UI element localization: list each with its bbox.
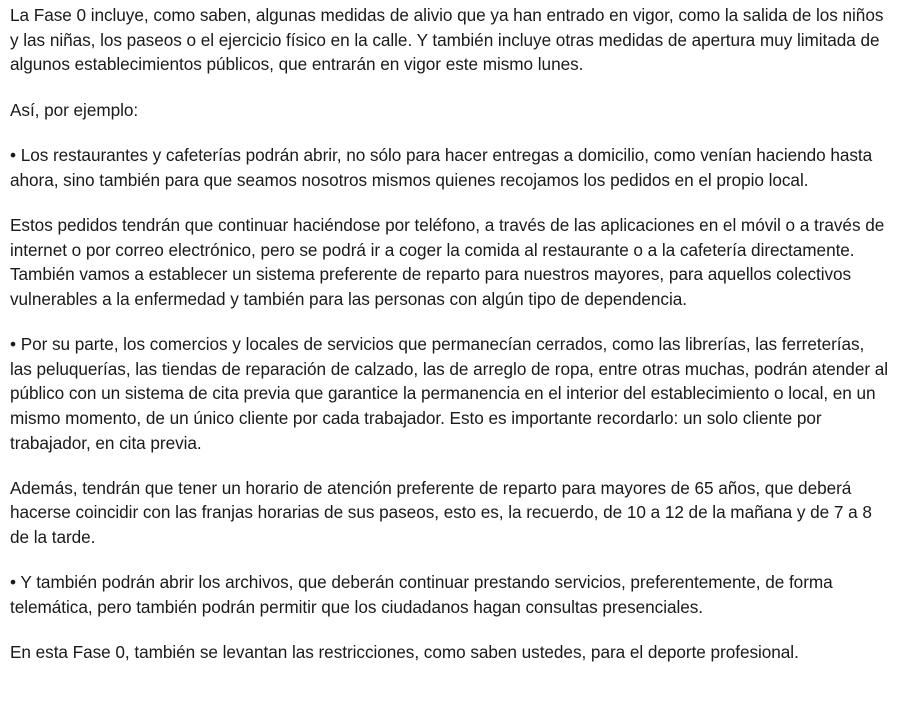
paragraph-deporte-profesional: En esta Fase 0, también se levantan las restricciones, como saben ustedes, para el deporte profesional. xyxy=(10,642,799,663)
bullet-archivos: • Y también podrán abrir los archivos, que deberán continuar prestando servicios, preferentemente, de forma telemática, pero también podrán permitir que los ciudadanos hagan consultas presenciales. xyxy=(10,572,833,618)
paragraph-por-ejemplo: Así, por ejemplo: xyxy=(10,99,139,120)
bullet-restaurantes: • Los restaurantes y cafeterías podrán abrir, no sólo para hacer entregas a domicilio, como venían haciendo hasta ahora, sino también para que seamos nosotros mismos quienes recojamos los pedidos en el propio local. xyxy=(10,144,873,190)
paragraph-fase-0-intro: La Fase 0 incluye, como saben, algunas medidas de alivio que ya han entrado en vigor, como la salida de los niños y las niñas, los paseos o el ejercicio físico en la calle. Y también incluye otras medidas de apertura muy limitada de algunos establecimientos públicos, que entrarán en vigor este mismo lunes. xyxy=(10,5,884,75)
paragraph-pedidos: Estos pedidos tendrán que continuar haciéndose por teléfono, a través de las aplicaciones en el móvil o a través de internet o por correo electrónico, pero se podrá ir a coger la comida al restaurante o a la cafetería directamente. También vamos a establecer un sistema preferente de reparto para nuestros mayores, para aquellos colectivos vulnerables a la enfermedad y también para las personas con algún tipo de dependencia. xyxy=(10,214,885,309)
bullet-comercios: • Por su parte, los comercios y locales de servicios que permanecían cerrados, como las librerías, las ferreterías, las peluquerías, las tiendas de reparación de calzado, las de arreglo de ropa, entre otras muchas, podrán atender al público con un sistema de cita previa que garantice la permanencia en el interior del establecimiento o local, en un mismo momento, de un único cliente por cada trabajador. Esto es importante recordarlo: un solo cliente por trabajador, en cita previa. xyxy=(10,334,888,453)
paragraph-horario-mayores: Además, tendrán que tener un horario de atención preferente de reparto para mayores de 65 años, que deberá hacerse coincidir con las franjas horarias de sus paseos, esto es, la recuerdo, de 10 a 12 de la mañana y de 7 a 8 de la tarde. xyxy=(10,477,872,548)
